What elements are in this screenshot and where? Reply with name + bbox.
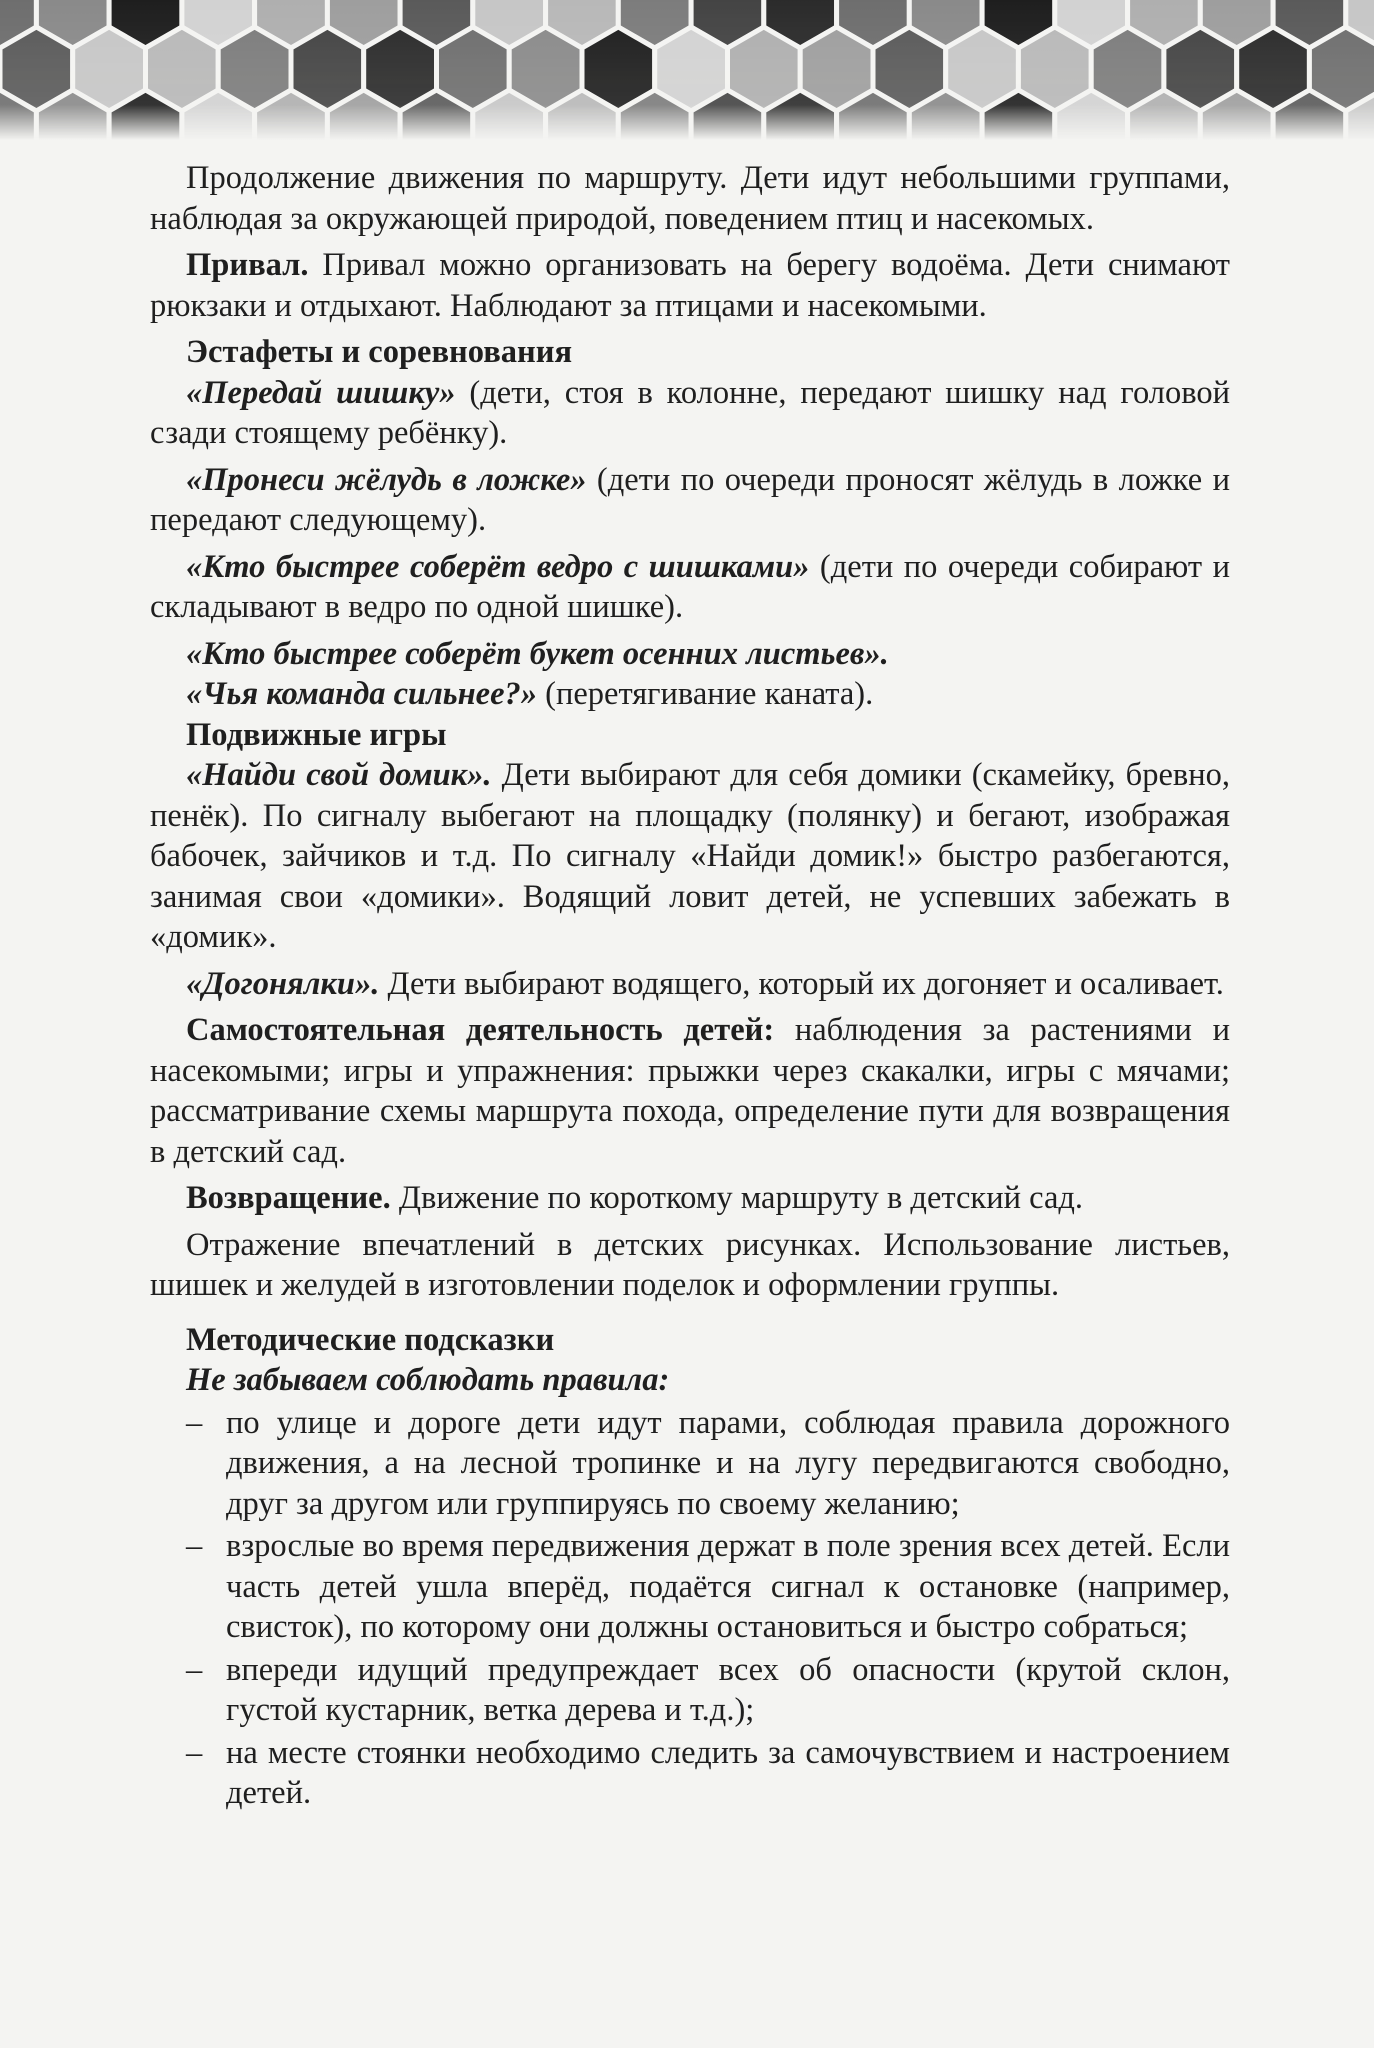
heading-relays [150,332,1230,373]
game-name: «Найди свой домик». [186,757,492,793]
game-description: Дети выбирают водящего, который их догоняет и осаливает. [379,965,1224,1002]
game-name: «Догонялки». [186,965,380,1002]
relay-description: (дети по очереди собирают и складывают в ведро по одной шишке). [150,548,1230,625]
rule-text: на месте стоянки необходимо следить за самочувствием и настроением детей. [226,1734,1230,1811]
rules-list [150,1403,1230,1814]
paragraph-reflection: Отражение впечатлений в детских рисунках. Использование листьев, шишек и желудей в изготовлении поделок и оформлении группы. [150,1226,1230,1303]
list-item [150,1526,1230,1648]
rule-text: впереди идущий предупреждает всех об опасности (крутой склон, густой кустарник, ветка дерева и т.д.); [226,1651,1230,1728]
relay-description: (дети, стоя в колонне, передают шишку над головой сзади стоящему ребёнку). [150,374,1230,451]
heading-rules [150,1360,1230,1401]
relay-name: «Кто быстрее соберёт ведро с шишками» [186,548,810,585]
relay-description: (перетягивание каната). [537,676,874,712]
dash-marker: – [186,1734,203,1771]
game-item [150,964,1230,1005]
paragraph-route: Продолжение движения по маршруту. Дети идут небольшими группами, наблюдая за окружающей природой, поведением птиц и насекомых. [150,160,1230,237]
independent-label: Самостоятельная деятельность детей: [186,1012,775,1048]
game-description: Дети выбирают для себя домики (скамейку, бревно, пенёк). По сигналу выбегают на площадку (полянку) и бегают, изображая бабочек, зайчиков и т.д. По сигналу «Найди домик!» быстро разбегаются, занимая свои «домики». Водящий ловит детей, не успевших забежать в «домик». [150,757,1230,955]
dash-marker: – [186,1528,203,1564]
paragraph-return [150,1178,1230,1219]
relay-item [150,634,1230,675]
paragraph-rest [150,245,1230,326]
rule-text: по улице и дороге дети идут парами, соблюдая правила дорожного движения, а на лесной тропинке и на лугу передвигаются свободно, друг за другом или группируясь по своему желанию; [226,1404,1230,1522]
return-label: Возвращение. [186,1180,391,1216]
game-item [150,755,1230,958]
relay-name: «Пронеси жёлудь в ложке» [186,461,587,498]
list-item [150,1650,1230,1731]
list-item [150,1733,1230,1814]
relay-item [150,547,1230,628]
dash-marker: – [186,1651,203,1688]
rest-label: Привал. [186,247,309,283]
dash-marker: – [186,1404,203,1441]
relay-name: «Кто быстрее соберёт букет осенних листьев». [186,635,889,672]
relay-item [150,674,1230,715]
rule-text: взрослые во время передвижения держат в поле зрения всех детей. Если часть детей ушла вперёд, подаётся сигнал к остановке (например, свисток), по которому они должны остановиться и быстро собраться; [226,1528,1230,1645]
heading-methodical-tips [150,1320,1230,1361]
relay-description: (дети по очереди проносят жёлудь в ложке и передают следующему). [150,461,1230,538]
tips-heading: Методические подсказки [186,1321,555,1358]
games-heading: Подвижные игры [186,716,447,753]
rest-text: Привал можно организовать на берегу водоёма. Дети снимают рюкзаки и отдыхают. Наблюдают за птицами и насекомыми. [150,247,1230,324]
return-text: Движение по короткому маршруту в детский сад. [390,1180,1084,1216]
page-body [150,158,1230,1814]
relay-item [150,460,1230,541]
relays-heading: Эстафеты и соревнования [186,334,573,370]
paragraph-independent-activity [150,1010,1230,1172]
list-item [150,1403,1230,1525]
hexagon-header-pattern [0,0,1374,140]
heading-games [150,715,1230,756]
relay-item [150,373,1230,454]
relay-name: «Передай шишку» [186,374,456,411]
rules-heading: Не забываем соблюдать правила: [186,1362,670,1398]
independent-text: наблюдения за растениями и насекомыми; игры и упражнения: прыжки через скакалки, игры с мячами; рассматривание схемы маршрута похода, определение пути для возвращения в детский сад. [150,1012,1230,1170]
relay-name: «Чья команда сильнее?» [186,676,538,712]
